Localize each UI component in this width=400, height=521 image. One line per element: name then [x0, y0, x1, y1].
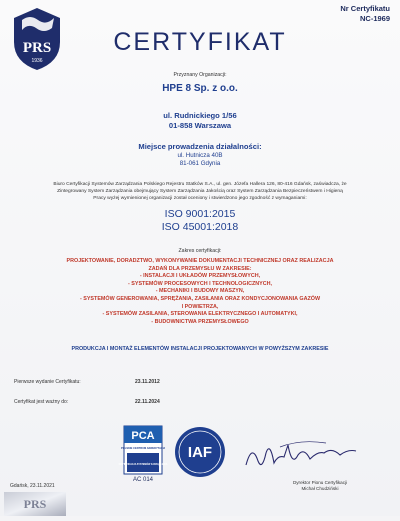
hologram-seal — [4, 492, 66, 516]
pca-accreditation-badge — [118, 425, 168, 483]
valid-until-date: 22.11.2024 — [135, 399, 160, 405]
iaf-badge — [172, 425, 228, 479]
statement-line: Biuro Certyfikacji Systemów Zarządzania Polskiego Rejestru Statków S.A., ul. gen. Józefa Hallera 126, 80-416 Gdańsk, zaświadcza, że — [53, 182, 347, 187]
first-issue-date: 23.11.2012 — [135, 379, 160, 385]
organization-city: 01-858 Warszawa — [168, 121, 232, 130]
iaf-label: IAF — [187, 444, 213, 461]
scope-line: I POWIETRZA, — [181, 303, 219, 310]
organization-name: HPE 8 Sp. z o.o. — [162, 83, 238, 94]
scope-line: - MECHANIKI I BUDOWY MASZYN, — [155, 288, 245, 295]
production-scope: PRODUKCJA I MONTAŻ ELEMENTÓW INSTALACJI PROJEKTOWANYCH W POWYŻSZYM ZAKRESIE — [71, 346, 329, 352]
signer-title: Dyrektor Pionu Certyfikacji — [292, 480, 348, 485]
valid-until-label: Certyfikat jest ważny do: — [14, 399, 69, 405]
signature-image — [240, 425, 360, 485]
statement-line: Zintegrowany System Zarządzania obejmujący System Zarządzania Jakością oraz System Zarządzania Bezpieczeństwem i Higieną — [57, 189, 343, 194]
organization-street: ul. Rudnickiego 1/56 — [163, 111, 237, 120]
logo-text: PRS — [22, 40, 52, 56]
logo-year: 1936 — [31, 58, 43, 64]
scope-line: - SYSTEMÓW GENEROWANIA, SPRĘŻANIA, ZASILANIA ORAZ KONDYCJONOWANIA GAZÓW — [79, 295, 321, 302]
scope-list — [0, 258, 400, 326]
pca-code: AC 014 — [132, 477, 154, 483]
certificate-number-block — [340, 4, 390, 24]
pca-label: PCA — [131, 430, 155, 442]
certificate-number: NC-1969 — [359, 14, 390, 23]
activity-label: Miejsce prowadzenia działalności: — [138, 142, 262, 151]
standard-iso-45001: ISO 45001:2018 — [161, 221, 239, 233]
organization-label: Przyznany Organizacji: — [173, 72, 227, 78]
certification-statement — [0, 181, 400, 202]
signer-block — [250, 480, 390, 492]
scope-label: Zakres certyfikacji: — [178, 248, 222, 254]
certificate-number-label: Nr Certyfikatu — [340, 4, 390, 13]
activity-street: ul. Hutnicza 40B — [177, 152, 223, 159]
activity-city: 81-061 Gdynia — [179, 160, 221, 167]
scope-line: - BUDOWNICTWA PRZEMYSŁOWEGO — [151, 318, 249, 325]
standard-iso-9001: ISO 9001:2015 — [164, 208, 236, 220]
scope-line: ZADAŃ DLA PRZEMYSŁU W ZAKRESIE: — [148, 265, 252, 272]
place-date: Gdańsk, 23.11.2021 — [10, 483, 55, 489]
pca-certification: CERTYFIKACJA SYSTEMÓW ZARZĄDZANIA — [118, 464, 168, 466]
statement-line: Pracy wyżej wymienionej organizacji został oceniony i stwierdzono jego zgodność z wymaganiami: — [93, 196, 307, 201]
pca-subtitle: POLSKIE CENTRUM AKREDYTACJI — [121, 447, 165, 450]
signer-name: Michał Chudziński — [301, 486, 339, 491]
scope-line: - INSTALACJI I UKŁADÓW PRZEMYSŁOWYCH, — [139, 273, 261, 280]
page-title: CERTYFIKAT — [113, 28, 287, 56]
standards-list — [0, 208, 400, 234]
scope-line: PROJEKTOWANIE, DORADZTWO, WYKONYWANIE DOKUMENTACJI TECHNICZNEJ ORAZ REALIZACJA — [66, 258, 334, 264]
hologram-text: PRS — [23, 497, 47, 511]
first-issue-label: Pierwsze wydanie Certyfikatu: — [14, 379, 81, 385]
scope-line: - SYSTEMÓW ZASILANIA, STEROWANIA ELEKTRYCZNEGO I AUTOMATYKI, — [102, 311, 298, 318]
scope-line: - SYSTEMÓW PROCESOWYCH I TECHNOLOGICZNYCH, — [127, 280, 273, 287]
